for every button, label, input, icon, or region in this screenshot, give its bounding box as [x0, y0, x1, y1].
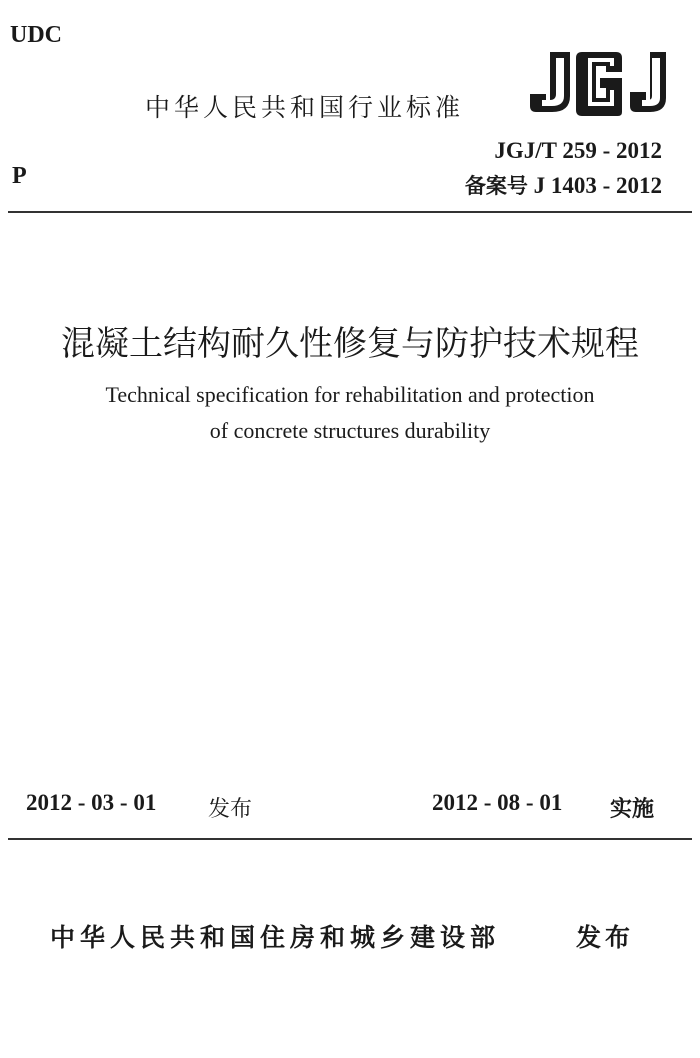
jgj-logo	[528, 48, 670, 116]
category-letter: P	[12, 163, 27, 189]
title-english-line-1: Technical specification for rehabilitation and protection	[105, 382, 595, 407]
filing-number-line	[465, 170, 662, 200]
udc-label: UDC	[10, 22, 62, 48]
title-chinese: 混凝土结构耐久性修复与防护技术规程	[61, 324, 639, 364]
bottom-divider	[8, 838, 692, 840]
title-english-line-2: of concrete structures durability	[209, 418, 491, 443]
top-divider	[8, 211, 692, 213]
implementation-label: 实施	[610, 797, 655, 822]
publish-label: 发布	[576, 923, 635, 952]
industry-standard-title: 中华人民共和国行业标准	[145, 93, 465, 122]
standard-number: JGJ/T 259 - 2012	[494, 138, 662, 163]
filing-number	[528, 173, 662, 198]
issue-date: 2012 - 03 - 01	[26, 790, 157, 815]
jgj-logo-text: JGJ	[528, 48, 530, 49]
implementation-date: 2012 - 08 - 01	[432, 790, 563, 815]
publisher: 中华人民共和国住房和城乡建设部	[50, 923, 501, 952]
filing-number-value: J 1403 - 2012	[533, 173, 662, 198]
filing-label: 备案号	[464, 174, 528, 198]
issue-label: 发布	[208, 797, 253, 822]
